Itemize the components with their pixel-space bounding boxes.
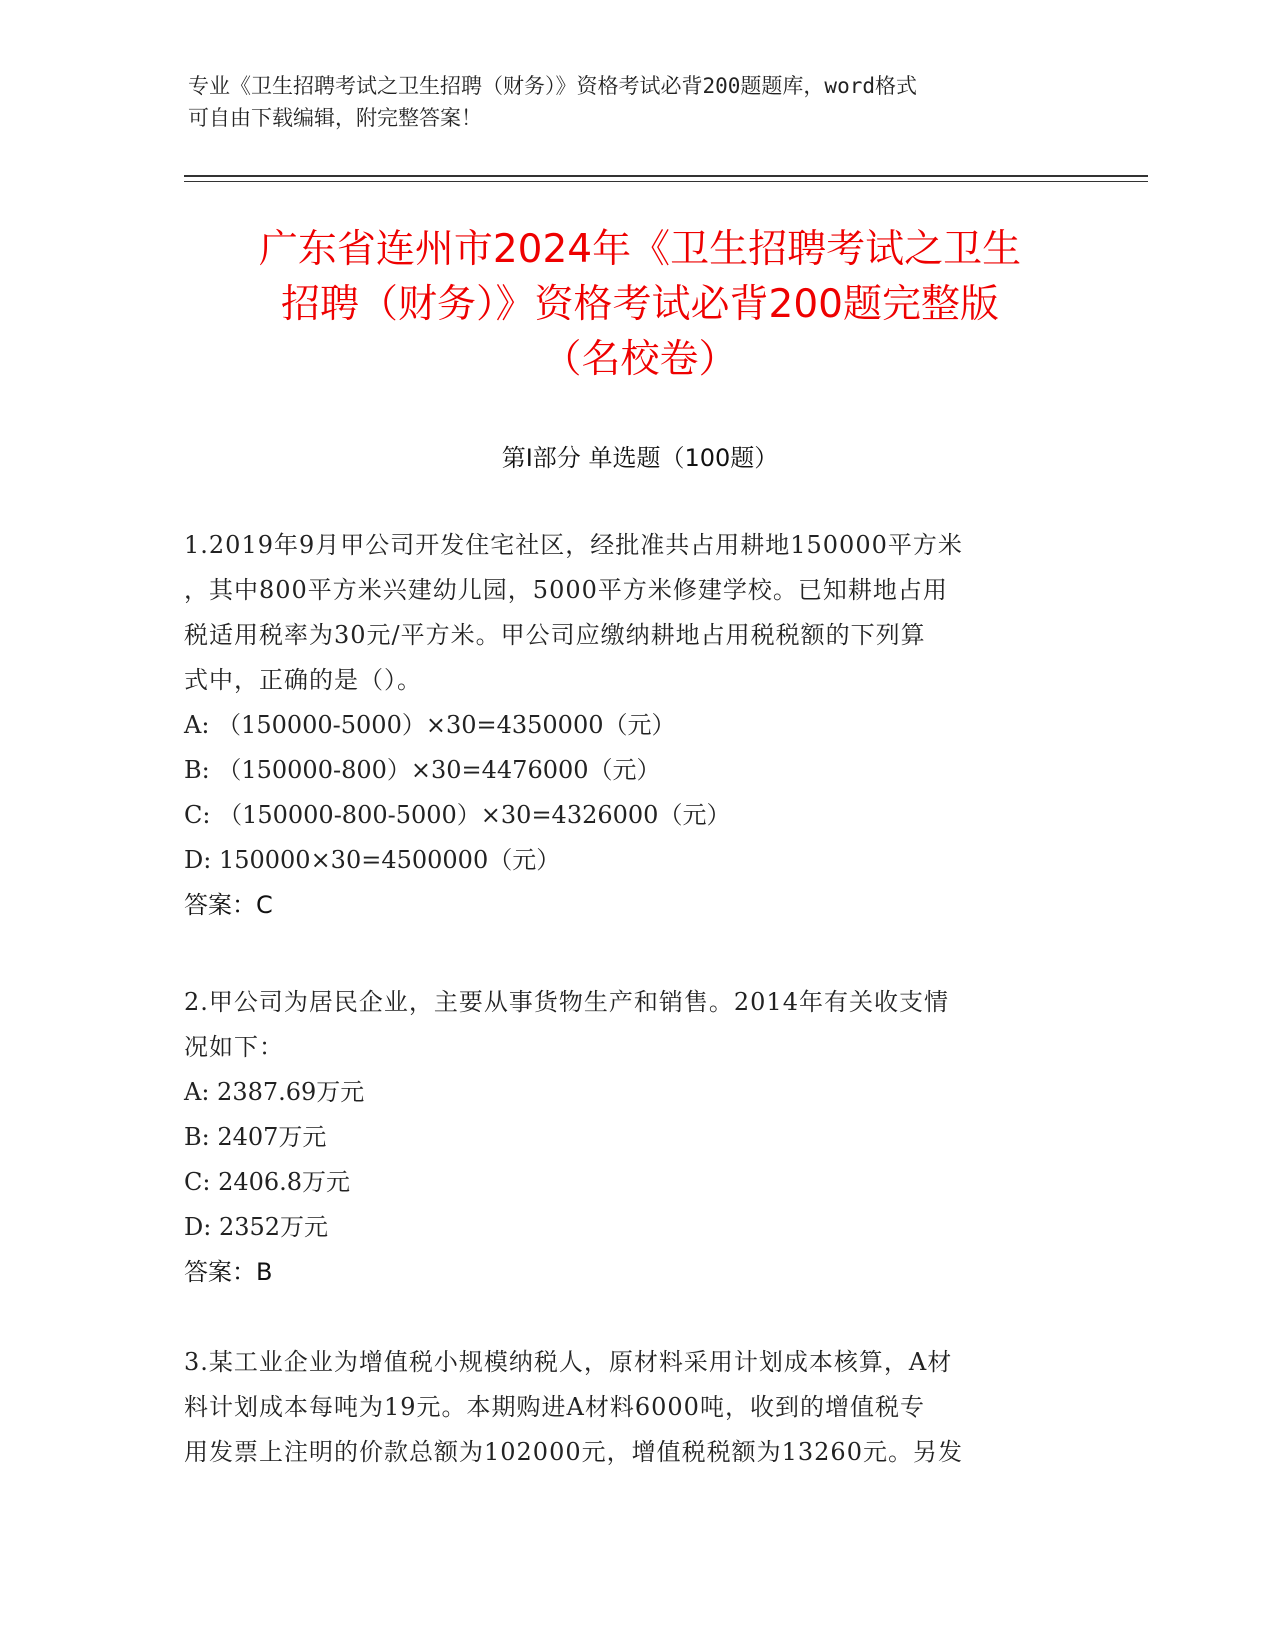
option-b: B: （150000-800）×30=4476000（元）	[184, 756, 661, 784]
document-title-line-1: 广东省连州市2024年《卫生招聘考试之卫生	[258, 227, 1022, 272]
answer-label: 答案：B	[184, 1258, 273, 1286]
option-c: C: 2406.8万元	[184, 1168, 351, 1196]
option-d: D: 150000×30=4500000（元）	[184, 846, 561, 874]
question-stem-line: 2.甲公司为居民企业，主要从事货物生产和销售。2014年有关收支情	[184, 988, 949, 1016]
section-heading: 第Ⅰ部分 单选题（100题）	[501, 444, 779, 472]
option-a: A: （150000-5000）×30=4350000（元）	[184, 711, 676, 739]
header-note-line-2: 可自由下载编辑，附完整答案！	[188, 106, 482, 130]
question-1	[184, 523, 1084, 928]
question-stem-line: 式中，正确的是（）。	[184, 666, 422, 694]
question-2	[184, 980, 1084, 1295]
option-b: B: 2407万元	[184, 1123, 327, 1151]
header-note-line-1: 专业《卫生招聘考试之卫生招聘（财务）》资格考试必背200题题库，word格式	[188, 74, 917, 98]
option-d: D: 2352万元	[184, 1213, 329, 1241]
header-divider-thick	[184, 175, 1148, 177]
header-divider-thin	[184, 181, 1148, 182]
question-stem-line: 料计划成本每吨为19元。本期购进A材料6000吨，收到的增值税专	[184, 1393, 925, 1421]
question-stem-line: ，其中800平方米兴建幼儿园，5000平方米修建学校。已知耕地占用	[184, 576, 948, 604]
option-c: C: （150000-800-5000）×30=4326000（元）	[184, 801, 731, 829]
document-title-line-2: 招聘（财务）》资格考试必背200题完整版	[281, 282, 999, 327]
option-a: A: 2387.69万元	[184, 1078, 365, 1106]
question-stem-line: 况如下：	[184, 1033, 284, 1061]
answer-label: 答案：C	[184, 891, 273, 919]
header-note	[188, 70, 1088, 134]
question-stem-line: 3.某工业企业为增值税小规模纳税人，原材料采用计划成本核算，A材	[184, 1348, 953, 1376]
document-title-line-3: （名校卷）	[542, 337, 738, 382]
question-stem-line: 用发票上注明的价款总额为102000元，增值税税额为13260元。另发	[184, 1438, 963, 1466]
document-title	[180, 222, 1100, 387]
question-stem-line: 税适用税率为30元/平方米。甲公司应缴纳耕地占用税税额的下列算	[184, 621, 926, 649]
question-stem-line: 1.2019年9月甲公司开发住宅社区，经批准共占用耕地150000平方米	[184, 531, 963, 559]
question-3	[184, 1340, 1084, 1475]
